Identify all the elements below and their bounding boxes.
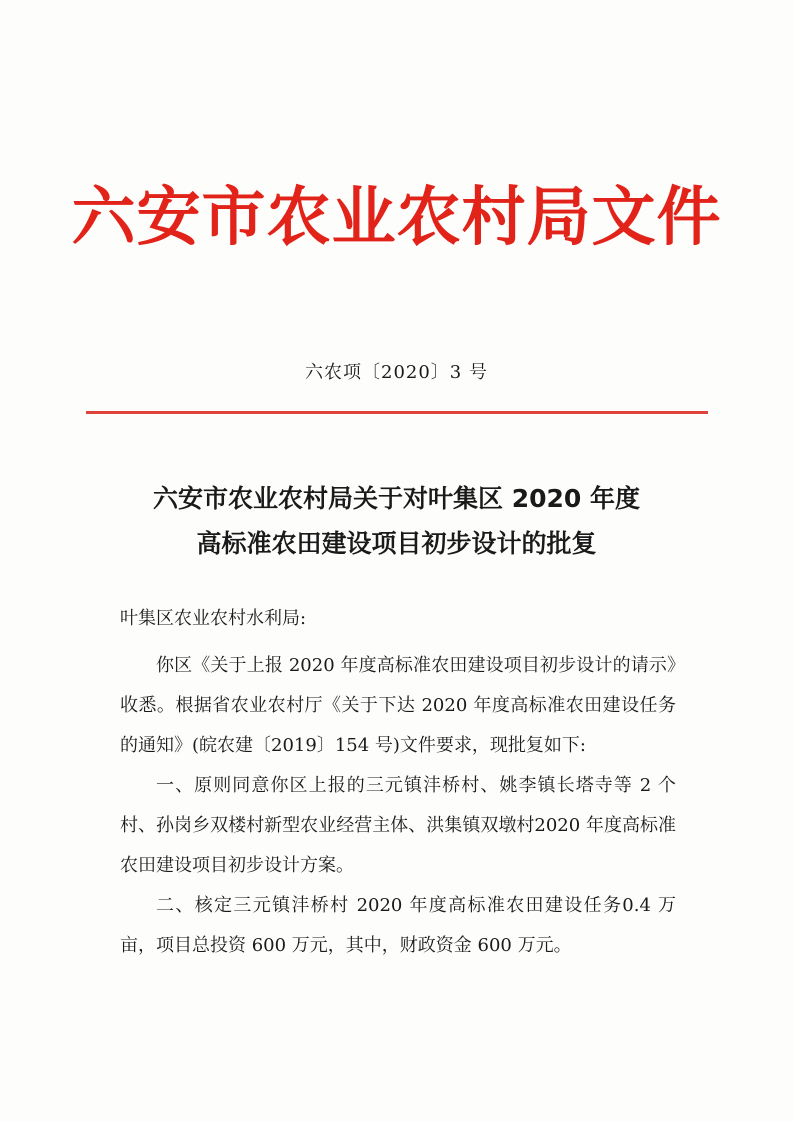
document-masthead: 六安市农业农村局文件	[71, 180, 722, 255]
title-line-2: 高标准农田建设项目初步设计的批复	[196, 529, 597, 558]
document-title	[0, 476, 793, 566]
body-paragraph: 你区《关于上报 2020 年度高标准农田建设项目初步设计的请示》收悉。根据省农业农村厅《关于下达 2020 年度高标准农田建设任务的通知》(皖农建〔2019〕154 号)文件要求，现批复如下:	[120, 655, 676, 756]
title-line-1: 六安市农业农村局关于对叶集区 2020 年度	[153, 484, 640, 513]
body-paragraph: 二、核定三元镇沣桥村 2020 年度高标准农田建设任务0.4 万亩，项目总投资 600 万元，其中，财政资金 600 万元。	[120, 895, 676, 956]
document-body	[120, 646, 676, 966]
body-paragraph: 一、原则同意你区上报的三元镇沣桥村、姚李镇长塔寺等 2 个村、孙岗乡双楼村新型农业经营主体、洪集镇双墩村2020 年度高标准农田建设项目初步设计方案。	[120, 775, 676, 876]
document-number: 六农项〔2020〕3 号	[305, 362, 488, 383]
red-divider-line	[86, 411, 708, 414]
salutation: 叶集区农业农村水利局:	[120, 608, 307, 629]
